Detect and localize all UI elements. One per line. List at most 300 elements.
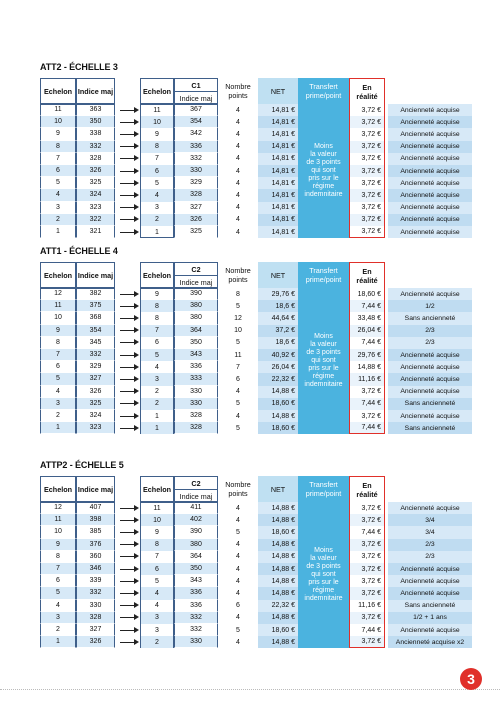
arrow-shaft bbox=[120, 146, 135, 147]
arrow-icon bbox=[120, 189, 140, 201]
arrow-head bbox=[134, 400, 139, 406]
seniority-note: Ancienneté acquise bbox=[388, 288, 472, 300]
scale-section bbox=[40, 62, 472, 240]
header-new-indice-maj: Indice maj bbox=[179, 277, 213, 287]
arrow-icon bbox=[120, 636, 140, 648]
new-echelon: 2 bbox=[140, 636, 174, 648]
net-value: 14,81 € bbox=[258, 153, 298, 165]
old-echelon: 8 bbox=[40, 141, 76, 153]
seniority-note: 2/3 bbox=[388, 325, 472, 337]
arrow-shaft bbox=[120, 134, 135, 135]
old-indice: 354 bbox=[76, 325, 115, 337]
en-realite-value: 3,72 € bbox=[349, 116, 385, 128]
seniority-note: Ancienneté acquise bbox=[388, 563, 472, 575]
arrow-icon bbox=[120, 514, 140, 526]
old-echelon: 7 bbox=[40, 153, 76, 165]
arrow-head bbox=[134, 602, 139, 608]
header-en-realite bbox=[349, 476, 385, 502]
en-realite-value: 7,44 € bbox=[349, 398, 385, 410]
old-indice: 398 bbox=[76, 514, 115, 526]
seniority-note: 2/3 bbox=[388, 539, 472, 551]
header-transfert-line: Transfert bbox=[309, 266, 338, 275]
old-echelon: 5 bbox=[40, 177, 76, 189]
arrow-shaft bbox=[120, 642, 135, 643]
header-new-grade bbox=[174, 476, 218, 502]
seniority-note: Sans ancienneté bbox=[388, 600, 472, 612]
new-echelon: 2 bbox=[140, 398, 174, 410]
old-echelon: 4 bbox=[40, 386, 76, 398]
arrow-head bbox=[134, 413, 139, 419]
seniority-note: 3/4 bbox=[388, 526, 472, 538]
en-realite-value: 11,16 € bbox=[349, 600, 385, 612]
net-value: 14,81 € bbox=[258, 214, 298, 226]
old-echelon: 1 bbox=[40, 226, 76, 238]
old-indice: 325 bbox=[76, 398, 115, 410]
old-indice: 329 bbox=[76, 361, 115, 373]
old-indice: 327 bbox=[76, 624, 115, 636]
old-echelon: 3 bbox=[40, 202, 76, 214]
new-indice: 328 bbox=[174, 410, 218, 422]
header-echelon: Echelon bbox=[40, 262, 76, 288]
transfert-note bbox=[298, 502, 349, 648]
net-value: 14,88 € bbox=[258, 587, 298, 599]
old-echelon: 12 bbox=[40, 502, 76, 514]
new-echelon: 1 bbox=[140, 410, 174, 422]
old-indice: 375 bbox=[76, 300, 115, 312]
arrow-icon bbox=[120, 300, 140, 312]
arrow-head bbox=[134, 578, 139, 584]
old-echelon: 10 bbox=[40, 116, 76, 128]
transfert-note-line: de 3 points bbox=[306, 159, 341, 167]
old-indice: 407 bbox=[76, 502, 115, 514]
new-echelon: 8 bbox=[140, 312, 174, 324]
arrow-icon bbox=[120, 502, 140, 514]
new-echelon: 1 bbox=[140, 422, 174, 434]
header-new-echelon: Echelon bbox=[140, 262, 174, 288]
old-echelon: 8 bbox=[40, 337, 76, 349]
nombre-points: 5 bbox=[236, 302, 240, 310]
seniority-note: Ancienneté acquise bbox=[388, 386, 472, 398]
old-indice: 350 bbox=[76, 116, 115, 128]
nombre-points: 4 bbox=[236, 388, 240, 396]
seniority-note: Ancienneté acquise bbox=[388, 373, 472, 385]
header-new-grade bbox=[174, 262, 218, 288]
seniority-note: 3/4 bbox=[388, 514, 472, 526]
arrow-head bbox=[134, 425, 139, 431]
seniority-note: Ancienneté acquise bbox=[388, 202, 472, 214]
arrow-head bbox=[134, 107, 139, 113]
new-indice: 342 bbox=[174, 128, 218, 140]
transfert-note-text bbox=[304, 333, 342, 389]
old-echelon: 12 bbox=[40, 288, 76, 300]
new-echelon: 11 bbox=[140, 104, 174, 116]
arrow-head bbox=[134, 143, 139, 149]
header-en-realite-line: En bbox=[362, 82, 372, 92]
new-indice: 364 bbox=[174, 325, 218, 337]
header-transfert-line: Transfert bbox=[309, 82, 338, 91]
new-echelon: 2 bbox=[140, 214, 174, 226]
transfert-note-line: pris sur le bbox=[308, 175, 339, 183]
transfert-note-line: régime bbox=[312, 373, 335, 381]
nombre-points: 5 bbox=[236, 339, 240, 347]
nombre-points: 4 bbox=[236, 167, 240, 175]
old-echelon: 8 bbox=[40, 551, 76, 563]
new-indice: 364 bbox=[174, 551, 218, 563]
seniority-note: Ancienneté acquise bbox=[388, 226, 472, 238]
seniority-note: 1/2 bbox=[388, 300, 472, 312]
header-transfert bbox=[298, 476, 349, 502]
seniority-note: Ancienneté acquise bbox=[388, 153, 472, 165]
net-value: 14,88 € bbox=[258, 539, 298, 551]
nombre-points: 4 bbox=[236, 228, 240, 236]
header-en-realite-line: En bbox=[362, 480, 372, 490]
arrow-shaft bbox=[120, 122, 135, 123]
page-number-badge bbox=[460, 668, 482, 690]
new-indice: 332 bbox=[174, 612, 218, 624]
seniority-note: Ancienneté acquise bbox=[388, 502, 472, 514]
net-value: 14,88 € bbox=[258, 612, 298, 624]
arrow-head bbox=[134, 541, 139, 547]
seniority-note: Ancienneté acquise bbox=[388, 189, 472, 201]
net-value: 14,81 € bbox=[258, 141, 298, 153]
header-net: NET bbox=[258, 476, 298, 502]
arrow-icon bbox=[120, 410, 140, 422]
arrow-icon bbox=[120, 141, 140, 153]
en-realite-value: 11,16 € bbox=[349, 373, 385, 385]
old-indice: 360 bbox=[76, 551, 115, 563]
transfert-note-line: la valeur bbox=[310, 341, 337, 349]
arrow-icon bbox=[120, 153, 140, 165]
header-grade-code: C2 bbox=[175, 263, 217, 276]
seniority-note: Ancienneté acquise bbox=[388, 587, 472, 599]
transfert-note-line: la valeur bbox=[310, 555, 337, 563]
old-echelon: 4 bbox=[40, 600, 76, 612]
old-echelon: 11 bbox=[40, 300, 76, 312]
new-echelon: 9 bbox=[140, 526, 174, 538]
arrow-head bbox=[134, 529, 139, 535]
arrow-head bbox=[134, 627, 139, 633]
old-echelon: 10 bbox=[40, 312, 76, 324]
arrow-icon bbox=[120, 563, 140, 575]
nombre-points: 4 bbox=[236, 204, 240, 212]
old-echelon: 6 bbox=[40, 575, 76, 587]
new-indice: 330 bbox=[174, 386, 218, 398]
new-indice: 328 bbox=[174, 189, 218, 201]
en-realite-value: 3,72 € bbox=[349, 563, 385, 575]
old-indice: 339 bbox=[76, 575, 115, 587]
old-echelon: 11 bbox=[40, 514, 76, 526]
net-value: 14,88 € bbox=[258, 502, 298, 514]
header-indice-maj: Indice maj bbox=[76, 78, 115, 104]
en-realite-value: 3,72 € bbox=[349, 202, 385, 214]
net-value: 22,32 € bbox=[258, 600, 298, 612]
page-number: 3 bbox=[467, 671, 475, 687]
arrow-icon bbox=[120, 422, 140, 434]
arrow-shaft bbox=[120, 403, 135, 404]
old-echelon: 3 bbox=[40, 612, 76, 624]
seniority-note: Ancienneté acquise bbox=[388, 361, 472, 373]
arrow-icon bbox=[120, 612, 140, 624]
header-indice-maj: Indice maj bbox=[76, 262, 115, 288]
en-realite-value: 7,44 € bbox=[349, 422, 385, 434]
old-indice: 363 bbox=[76, 104, 115, 116]
new-indice: 350 bbox=[174, 337, 218, 349]
net-value: 14,81 € bbox=[258, 128, 298, 140]
new-indice: 390 bbox=[174, 526, 218, 538]
net-value: 18,60 € bbox=[258, 398, 298, 410]
arrow-icon bbox=[120, 551, 140, 563]
header-net: NET bbox=[258, 262, 298, 288]
arrow-icon bbox=[120, 398, 140, 410]
en-realite-value: 3,72 € bbox=[349, 612, 385, 624]
net-value: 18,60 € bbox=[258, 422, 298, 434]
net-value: 37,2 € bbox=[258, 325, 298, 337]
arrow-shaft bbox=[120, 342, 135, 343]
seniority-note: Ancienneté acquise bbox=[388, 128, 472, 140]
new-echelon: 10 bbox=[140, 514, 174, 526]
nombre-points: 4 bbox=[236, 541, 240, 549]
nombre-points: 4 bbox=[236, 143, 240, 151]
arrow-shaft bbox=[120, 219, 135, 220]
nombre-points: 4 bbox=[236, 179, 240, 187]
seniority-note: 2/3 bbox=[388, 337, 472, 349]
arrow-shaft bbox=[120, 593, 135, 594]
new-echelon: 3 bbox=[140, 624, 174, 636]
arrow-shaft bbox=[120, 355, 135, 356]
nombre-points: 5 bbox=[236, 424, 240, 432]
new-indice: 326 bbox=[174, 214, 218, 226]
en-realite-value: 3,72 € bbox=[349, 189, 385, 201]
header-en-realite bbox=[349, 262, 385, 288]
seniority-note: Ancienneté acquise bbox=[388, 624, 472, 636]
seniority-note: Ancienneté acquise bbox=[388, 410, 472, 422]
en-realite-value: 3,72 € bbox=[349, 177, 385, 189]
old-indice: 328 bbox=[76, 612, 115, 624]
net-value: 14,88 € bbox=[258, 386, 298, 398]
new-echelon: 11 bbox=[140, 502, 174, 514]
header-net: NET bbox=[258, 78, 298, 104]
transfert-note-line: indemnitaire bbox=[304, 595, 343, 603]
arrow-icon bbox=[120, 624, 140, 636]
en-realite-value: 7,44 € bbox=[349, 300, 385, 312]
arrow-icon bbox=[120, 325, 140, 337]
arrow-icon bbox=[120, 575, 140, 587]
old-echelon: 7 bbox=[40, 349, 76, 361]
en-realite-value: 3,72 € bbox=[349, 636, 385, 648]
arrow-shaft bbox=[120, 232, 135, 233]
nombre-points: 4 bbox=[236, 553, 240, 561]
arrow-shaft bbox=[120, 158, 135, 159]
arrow-head bbox=[134, 119, 139, 125]
nombre-points: 5 bbox=[236, 400, 240, 408]
header-nombre-points bbox=[218, 476, 258, 502]
new-echelon: 5 bbox=[140, 177, 174, 189]
old-indice: 325 bbox=[76, 177, 115, 189]
arrow-icon bbox=[120, 116, 140, 128]
header-echelon: Echelon bbox=[40, 476, 76, 502]
new-echelon: 8 bbox=[140, 141, 174, 153]
old-echelon: 11 bbox=[40, 104, 76, 116]
old-indice: 338 bbox=[76, 128, 115, 140]
section-title: ATTP2 - ÉCHELLE 5 bbox=[40, 460, 124, 470]
net-value: 14,81 € bbox=[258, 116, 298, 128]
header-en-realite-line: En bbox=[362, 266, 372, 276]
old-echelon: 2 bbox=[40, 214, 76, 226]
en-realite-value: 3,72 € bbox=[349, 386, 385, 398]
old-echelon: 7 bbox=[40, 563, 76, 575]
net-value: 14,81 € bbox=[258, 104, 298, 116]
old-indice: 323 bbox=[76, 202, 115, 214]
net-value: 14,88 € bbox=[258, 514, 298, 526]
old-indice: 385 bbox=[76, 526, 115, 538]
arrow-head bbox=[134, 192, 139, 198]
nombre-points: 4 bbox=[236, 118, 240, 126]
new-echelon: 9 bbox=[140, 128, 174, 140]
en-realite-value: 29,76 € bbox=[349, 349, 385, 361]
old-echelon: 2 bbox=[40, 624, 76, 636]
en-realite-value: 3,72 € bbox=[349, 141, 385, 153]
old-indice: 322 bbox=[76, 214, 115, 226]
transfert-note-line: de 3 points bbox=[306, 563, 341, 571]
net-value: 44,64 € bbox=[258, 312, 298, 324]
new-echelon: 8 bbox=[140, 300, 174, 312]
en-realite-value: 3,72 € bbox=[349, 214, 385, 226]
nombre-points: 8 bbox=[236, 290, 240, 298]
nombre-points: 4 bbox=[236, 504, 240, 512]
transfert-note-line: qui sont bbox=[311, 167, 336, 175]
old-echelon: 2 bbox=[40, 410, 76, 422]
en-realite-value: 3,72 € bbox=[349, 575, 385, 587]
en-realite-value: 3,72 € bbox=[349, 104, 385, 116]
new-echelon: 7 bbox=[140, 325, 174, 337]
nombre-points: 4 bbox=[236, 614, 240, 622]
new-indice: 367 bbox=[174, 104, 218, 116]
nombre-points: 4 bbox=[236, 155, 240, 163]
new-indice: 329 bbox=[174, 177, 218, 189]
transfert-note-line: la valeur bbox=[310, 151, 337, 159]
header-transfert-line: prime/point bbox=[305, 489, 342, 498]
arrow-shaft bbox=[120, 379, 135, 380]
transfert-note-line: indemnitaire bbox=[304, 381, 343, 389]
new-echelon: 2 bbox=[140, 386, 174, 398]
arrow-shaft bbox=[120, 532, 135, 533]
old-indice: 332 bbox=[76, 141, 115, 153]
arrow-head bbox=[134, 315, 139, 321]
net-value: 14,88 € bbox=[258, 636, 298, 648]
net-value: 14,81 € bbox=[258, 202, 298, 214]
nombre-points: 11 bbox=[234, 351, 242, 359]
transfert-note-line: de 3 points bbox=[306, 349, 341, 357]
transfert-note-line: régime bbox=[312, 587, 335, 595]
old-indice: 376 bbox=[76, 539, 115, 551]
arrow-icon bbox=[120, 386, 140, 398]
arrow-icon bbox=[120, 373, 140, 385]
section-title: ATT1 - ÉCHELLE 4 bbox=[40, 246, 118, 256]
header-nombre-points-line: points bbox=[228, 275, 248, 284]
seniority-note: Ancienneté acquise bbox=[388, 177, 472, 189]
old-indice: 324 bbox=[76, 410, 115, 422]
new-echelon: 3 bbox=[140, 202, 174, 214]
arrow-shaft bbox=[120, 207, 135, 208]
nombre-points: 5 bbox=[236, 626, 240, 634]
seniority-note: 2/3 bbox=[388, 551, 472, 563]
arrow-shaft bbox=[120, 556, 135, 557]
old-indice: 321 bbox=[76, 226, 115, 238]
arrow-shaft bbox=[120, 330, 135, 331]
arrow-shaft bbox=[120, 367, 135, 368]
arrow-shaft bbox=[120, 294, 135, 295]
new-indice: 343 bbox=[174, 349, 218, 361]
new-echelon: 6 bbox=[140, 337, 174, 349]
arrow-head bbox=[134, 216, 139, 222]
old-echelon: 5 bbox=[40, 587, 76, 599]
header-nombre-points bbox=[218, 78, 258, 104]
transfert-note-line: pris sur le bbox=[308, 365, 339, 373]
old-indice: 323 bbox=[76, 422, 115, 434]
old-echelon: 1 bbox=[40, 636, 76, 648]
en-realite-value: 3,72 € bbox=[349, 539, 385, 551]
arrow-head bbox=[134, 553, 139, 559]
nombre-points: 4 bbox=[236, 216, 240, 224]
net-value: 14,81 € bbox=[258, 226, 298, 238]
new-indice: 380 bbox=[174, 300, 218, 312]
net-value: 14,88 € bbox=[258, 410, 298, 422]
transfert-note-line: qui sont bbox=[311, 357, 336, 365]
arrow-shaft bbox=[120, 630, 135, 631]
new-echelon: 9 bbox=[140, 288, 174, 300]
old-indice: 346 bbox=[76, 563, 115, 575]
seniority-note: Ancienneté acquise bbox=[388, 165, 472, 177]
old-echelon: 3 bbox=[40, 398, 76, 410]
new-indice: 330 bbox=[174, 398, 218, 410]
arrow-head bbox=[134, 505, 139, 511]
new-indice: 332 bbox=[174, 153, 218, 165]
net-value: 14,81 € bbox=[258, 165, 298, 177]
old-echelon: 6 bbox=[40, 165, 76, 177]
new-indice: 328 bbox=[174, 422, 218, 434]
arrow-shaft bbox=[120, 520, 135, 521]
new-echelon: 10 bbox=[140, 116, 174, 128]
nombre-points: 12 bbox=[234, 314, 242, 322]
nombre-points: 4 bbox=[236, 191, 240, 199]
new-echelon: 8 bbox=[140, 539, 174, 551]
old-echelon: 4 bbox=[40, 189, 76, 201]
arrow-head bbox=[134, 180, 139, 186]
nombre-points: 4 bbox=[236, 577, 240, 585]
arrow-head bbox=[134, 388, 139, 394]
new-indice: 325 bbox=[174, 226, 218, 238]
new-echelon: 5 bbox=[140, 349, 174, 361]
arrow-icon bbox=[120, 349, 140, 361]
arrow-head bbox=[134, 352, 139, 358]
old-echelon: 9 bbox=[40, 325, 76, 337]
header-nombre-points-line: points bbox=[228, 91, 248, 100]
arrow-shaft bbox=[120, 569, 135, 570]
old-indice: 330 bbox=[76, 600, 115, 612]
arrow-head bbox=[134, 376, 139, 382]
new-indice: 336 bbox=[174, 600, 218, 612]
new-indice: 350 bbox=[174, 563, 218, 575]
en-realite-value: 18,60 € bbox=[349, 288, 385, 300]
arrow-head bbox=[134, 131, 139, 137]
arrow-head bbox=[134, 155, 139, 161]
net-value: 18,6 € bbox=[258, 337, 298, 349]
nombre-points: 5 bbox=[236, 528, 240, 536]
arrow-shaft bbox=[120, 581, 135, 582]
nombre-points: 4 bbox=[236, 106, 240, 114]
header-new-echelon: Echelon bbox=[140, 476, 174, 502]
old-indice: 332 bbox=[76, 349, 115, 361]
